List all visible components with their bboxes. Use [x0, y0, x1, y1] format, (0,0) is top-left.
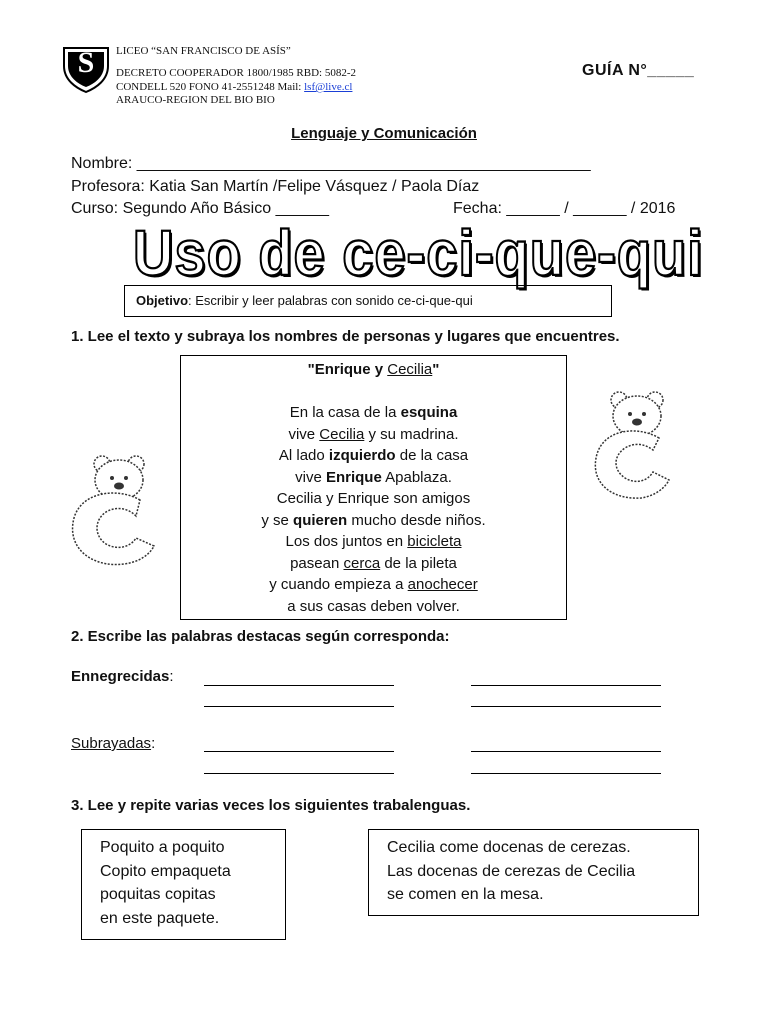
- poem-line: a sus casas deben volver.: [287, 597, 460, 615]
- school-name: LICEO “SAN FRANCISCO DE ASÍS”: [116, 45, 291, 57]
- region-line: ARAUCO-REGION DEL BIO BIO: [116, 94, 275, 106]
- poem-line: Cecilia y Enrique son amigos: [276, 490, 471, 507]
- tongue-twister-1: [81, 829, 286, 940]
- question-2: 2. Escribe las palabras destacas según corresponda:: [71, 628, 450, 645]
- question-1: 1. Lee el texto y subraya los nombres de personas y lugares que encuentres.: [71, 328, 620, 345]
- poem-line: y cuando empieza a anochecer: [269, 576, 478, 593]
- poem-line: Al lado izquierdo de la casa: [278, 447, 469, 464]
- bold-words-label: Ennegrecidas:: [71, 668, 174, 685]
- tongue-twister-2: [368, 829, 699, 916]
- tongue-twister-line: Poquito a poquito: [100, 839, 225, 856]
- answer-line[interactable]: [204, 773, 394, 774]
- tongue-twister-line: en este paquete.: [100, 909, 220, 927]
- date-field: Fecha: ______ / ______ / 2016: [453, 200, 676, 217]
- poem-title: "Enrique y Cecilia": [307, 361, 440, 378]
- bear-letter-c-left-icon: [62, 452, 172, 572]
- poem-box: [180, 355, 567, 620]
- course-field: Curso: Segundo Año Básico ______: [71, 200, 329, 217]
- poem-line: vive Cecilia y su madrina.: [288, 425, 459, 443]
- tongue-twister-line: Copito empaqueta: [100, 862, 231, 880]
- answer-line[interactable]: [204, 685, 394, 686]
- answer-line[interactable]: [471, 685, 661, 686]
- question-3: 3. Lee y repite varias veces los siguientes trabalenguas.: [71, 797, 471, 814]
- answer-line[interactable]: [204, 751, 394, 752]
- guide-number: GUÍA N°_____: [582, 62, 695, 79]
- email-link[interactable]: lsf@live.cl: [304, 81, 353, 93]
- bear-letter-c-right-icon: [583, 388, 683, 508]
- logo-letter: S: [77, 46, 95, 79]
- tongue-twister-line: Las docenas de cerezas de Cecilia: [387, 862, 636, 880]
- underlined-words-label: Subrayadas:: [71, 735, 156, 752]
- decree-line: DECRETO COOPERADOR 1800/1985 RBD: 5082-2: [116, 67, 356, 79]
- objective-text: [136, 293, 473, 308]
- answer-line[interactable]: [471, 706, 661, 707]
- address-line: [116, 81, 352, 94]
- tongue-twister-line: se comen en la mesa.: [387, 886, 544, 903]
- name-field: Nombre: ___________________________________________________: [71, 155, 591, 172]
- tongue-twister-line: Cecilia come docenas de cerezas.: [387, 839, 631, 856]
- poem-line: pasean cerca de la pileta: [290, 554, 457, 572]
- objective-desc: : Escribir y leer palabras con sonido ce-ci-que-qui: [188, 293, 473, 308]
- poem-line: En la casa de la esquina: [289, 404, 458, 421]
- objective-label: Objetivo: [136, 293, 189, 308]
- poem-line: Los dos juntos en bicicleta: [285, 533, 462, 550]
- poem-line: vive Enrique Apablaza.: [295, 468, 452, 486]
- worksheet-title: Uso de ce-ci-que-qui: [133, 216, 704, 289]
- teachers-line: Profesora: Katia San Martín /Felipe Vásquez / Paola Díaz: [71, 178, 480, 195]
- tongue-twister-line: poquitas copitas: [100, 886, 216, 903]
- objective-box: [124, 285, 612, 317]
- answer-line[interactable]: [471, 751, 661, 752]
- answer-line[interactable]: [204, 706, 394, 707]
- school-logo: [60, 42, 112, 94]
- address-text: CONDELL 520 FONO 41-2551248 Mail:: [116, 81, 305, 93]
- subject-title: Lenguaje y Comunicación: [291, 125, 477, 142]
- answer-line[interactable]: [471, 773, 661, 774]
- poem-line: y se quieren mucho desde niños.: [261, 511, 486, 529]
- poem: [181, 356, 566, 617]
